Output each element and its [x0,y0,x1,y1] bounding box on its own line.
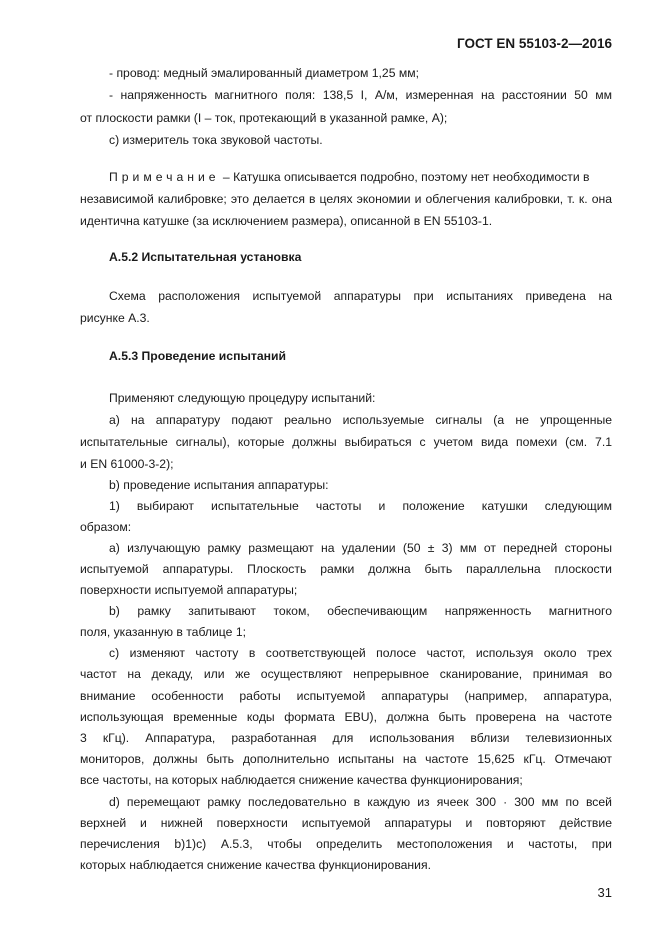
text-line: внимание особенности работы испытуемой аппаратуры (например, аппаратура, [80,689,612,703]
text-line: Применяют следующую процедуру испытаний: [109,391,376,405]
text-line: все частоты, на которых наблюдается снижение качества функционирования; [80,773,523,787]
standard-header: ГОСТ EN 55103-2—2016 [457,36,612,51]
text-line: - напряженность магнитного поля: 138,5 I, А/м, измеренная на расстоянии 50 мм [109,88,612,102]
section-heading: А.5.2 Испытательная установка [109,250,302,264]
section-heading: А.5.3 Проведение испытаний [109,349,286,363]
note-line: независимой калибровке; это делается в целях экономии и облегчения калибровки, т. к. она [80,192,612,206]
text-line: от плоскости рамки (I – ток, протекающий в указанной рамке, А); [80,111,448,125]
text-line: испытуемой аппаратуры. Плоскость рамки должна быть параллельна плоскости [80,562,612,576]
text-line: перечисления b)1)c) А.5.3, чтобы определить местоположения и частоты, при [80,837,612,851]
text-line: и EN 61000-3-2); [80,457,174,471]
text-line: d) перемещают рамку последовательно в каждую из ячеек 300 · 300 мм по всей [109,795,612,809]
note-line: идентична катушке (за исключением размера), описанной в EN 55103-1. [80,214,493,228]
text-line: - провод: медный эмалированный диаметром 1,25 мм; [109,66,420,80]
text-line: a) излучающую рамку размещают на удалении (50 ± 3) мм от передней стороны [109,541,612,555]
text-line: мониторов, должны быть дополнительно испытаны на частоте 15,625 кГц. Отмечают [80,752,612,766]
note-text: – Катушка описывается подробно, поэтому нет необходимости в [219,170,590,184]
text-line: c) изменяют частоту в соответствующей полосе частот, используя около трех [109,646,612,660]
text-line: 1) выбирают испытательные частоты и положение катушки следующим [109,499,612,513]
text-line: Схема расположения испытуемой аппаратуры при испытаниях приведена на [109,289,612,303]
text-line: b) проведение испытания аппаратуры: [109,478,329,492]
text-line: использующая временные коды формата EBU), должна быть проверена на частоте [80,710,612,724]
text-line: образом: [80,520,132,534]
text-line: верхней и нижней поверхности испытуемой аппаратуры и повторяют действие [80,816,612,830]
text-line: которых наблюдается снижение качества функционирования. [80,858,431,872]
note-label: Примечание [109,170,220,184]
text-line: c) измеритель тока звуковой частоты. [109,133,323,147]
text-line: поверхности испытуемой аппаратуры; [80,583,298,597]
text-line: а) на аппаратуру подают реально используемые сигналы (а не упрощенные [109,413,612,427]
text-line: рисунке А.3. [80,311,150,325]
note-line [109,169,612,185]
text-line: 3 кГц). Аппаратура, разработанная для использования вблизи телевизионных [80,731,612,745]
text-line: поля, указанную в таблице 1; [80,625,246,639]
text-line: частот на декаду, или же осуществляют непрерывное сканирование, принимая во [80,667,612,681]
page-number: 31 [597,885,612,900]
text-line: b) рамку запитывают током, обеспечивающим напряженность магнитного [109,604,612,618]
text-line: испытательные сигналы), которые должны выбираться с учетом вида помехи (см. 7.1 [80,435,612,449]
